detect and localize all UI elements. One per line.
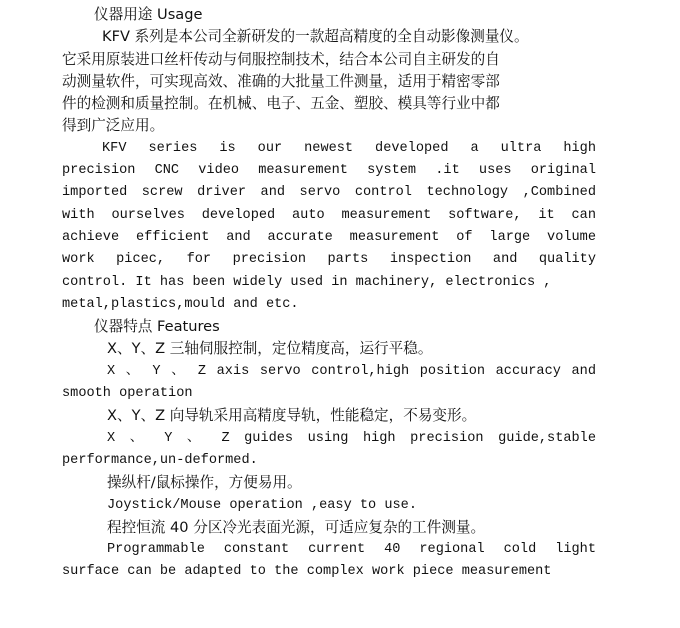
feature-3-cn: 操纵杆/鼠标操作，方便易用。	[107, 474, 302, 492]
feature-4-en-line-2: surface can be adapted to the complex work piece measurement	[62, 564, 552, 580]
feature-2-en-line-1: X 、 Y 、 Z guides using high precision guide,stable	[107, 430, 596, 446]
feature-1-cn: X、Y、Z 三轴伺服控制，定位精度高，运行平稳。	[107, 340, 433, 358]
features-heading: 仪器特点 Features	[94, 318, 220, 336]
usage-en-line-3: imported screw driver and servo control technology ,Combined	[62, 185, 596, 201]
usage-en-line-2: precision CNC video measurement system .it uses original	[62, 163, 596, 179]
usage-cn-line-4: 件的检测和质量控制。在机械、电子、五金、塑胶、模具等行业中都	[62, 95, 500, 113]
usage-cn-line-5: 得到广泛应用。	[62, 117, 165, 135]
feature-1-en-line-2: smooth operation	[62, 386, 193, 402]
usage-cn-line-3: 动测量软件，可实现高效、准确的大批量工件测量，适用于精密零部	[62, 72, 500, 90]
usage-en-line-8: metal,plastics,mould and etc.	[62, 296, 299, 312]
feature-1-en-line-1: X 、 Y 、 Z axis servo control,high position accuracy and	[107, 363, 596, 379]
usage-en-line-1: KFV series is our newest developed a ultra high	[102, 140, 596, 156]
feature-4-cn: 程控恒流 40 分区冷光表面光源，可适应复杂的工件测量。	[107, 518, 486, 536]
usage-cn-line-1: KFV 系列是本公司全新研发的一款超高精度的全自动影像测量仪。	[102, 28, 529, 46]
feature-4-en-line-1: Programmable constant current 40 regional cold light	[107, 542, 596, 558]
usage-en-line-5: achieve efficient and accurate measurement of large volume	[62, 229, 596, 245]
feature-2-en-line-2: performance,un-deformed.	[62, 452, 258, 468]
usage-heading: 仪器用途 Usage	[94, 6, 203, 23]
feature-2-cn: X、Y、Z 向导轨采用高精度导轨，性能稳定，不易变形。	[107, 407, 477, 425]
document-body	[62, 4, 596, 584]
usage-en-line-6: work picec, for precision parts inspection and quality	[62, 252, 596, 268]
usage-en-line-7: control. It has been widely used in machinery, electronics ,	[62, 274, 552, 290]
usage-en-line-4: with ourselves developed auto measurement software, it can	[62, 207, 596, 223]
feature-3-en-line-1: Joystick/Mouse operation ,easy to use.	[107, 497, 417, 513]
usage-cn-line-2: 它采用原装进口丝杆传动与伺服控制技术，结合本公司自主研发的自	[62, 50, 500, 68]
